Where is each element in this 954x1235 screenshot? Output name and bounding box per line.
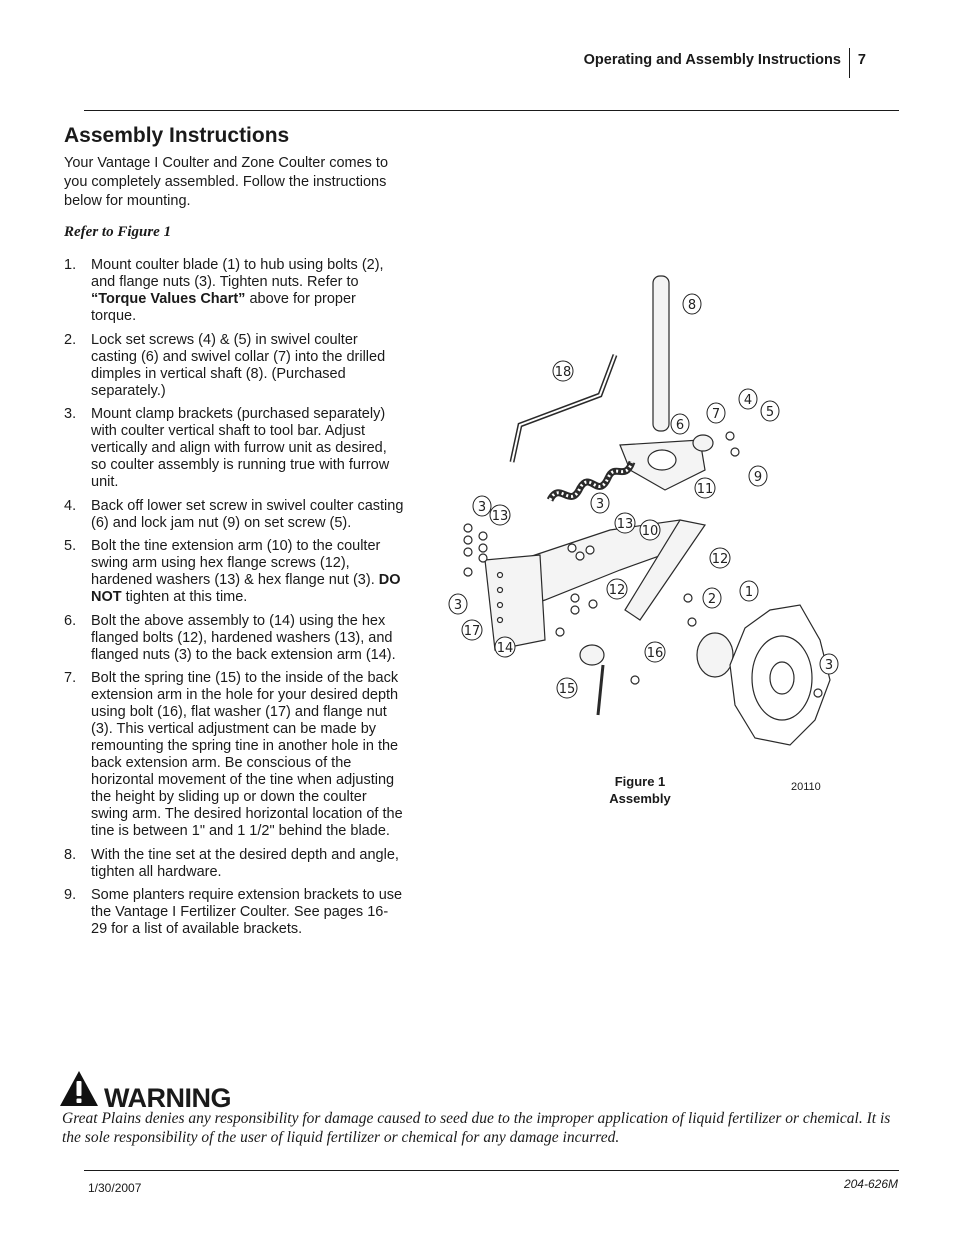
step-text: Lock set screws (4) & (5) in swivel coulter casting (6) and swivel collar (7) into the drilled dimples in vertical shaft (8). (Purchased separately.) — [91, 331, 386, 399]
footer-rule — [84, 1170, 899, 1171]
figure-caption — [580, 773, 700, 807]
footer-date: 1/30/2007 — [88, 1181, 142, 1195]
callout-label — [473, 496, 491, 516]
step-number: 9. — [64, 887, 77, 903]
step-number: 6. — [64, 612, 77, 629]
step-number: 5. — [64, 538, 77, 554]
callout-label — [490, 505, 510, 525]
figure-caption-title: Assembly — [609, 791, 671, 806]
svg-text:16: 16 — [646, 646, 664, 661]
tine-clamp — [580, 645, 604, 665]
step-item — [64, 406, 404, 491]
figure-reference: Refer to Figure 1 — [64, 224, 172, 240]
back-extension-arm — [485, 555, 545, 650]
svg-text:12: 12 — [711, 552, 729, 567]
header-rule — [84, 110, 899, 111]
callout-label — [462, 620, 482, 640]
svg-text:3: 3 — [595, 497, 605, 512]
step-item — [64, 670, 404, 840]
callout-label — [671, 414, 689, 434]
step-item — [64, 538, 404, 606]
step-text: Bolt the tine extension arm (10) to the coulter swing arm using hex flange screws (12), hardened washers (13) & hex flange nut (3). — [91, 538, 381, 588]
assembly-steps — [64, 257, 404, 945]
header-title: Operating and Assembly Instructions — [583, 52, 841, 68]
svg-text:1: 1 — [744, 585, 754, 600]
callout-label — [449, 594, 467, 614]
step-text: Some planters require extension brackets to use the Vantage I Fertilizer Coulter. See pages 16-29 for a list of available brackets. — [91, 887, 403, 937]
step-number: 8. — [64, 846, 77, 863]
callout-label — [607, 579, 627, 599]
step-text: Mount clamp brackets (purchased separately) with coulter vertical shaft to tool bar. Adjust vertically and align with furrow unit as desired, so coulter assembly is running true with furrow unit. — [91, 406, 390, 490]
callout-label — [707, 403, 725, 423]
svg-text:5: 5 — [765, 405, 775, 420]
svg-text:12: 12 — [608, 583, 626, 598]
step-text: Back off lower set screw in swivel coulter casting (6) and lock jam nut (9) on set screw (5). — [91, 497, 404, 531]
svg-text:3: 3 — [477, 500, 487, 515]
step-text-end: tighten at this time. — [121, 589, 248, 605]
callout-label — [761, 401, 779, 421]
svg-text:6: 6 — [675, 418, 685, 433]
running-header — [584, 52, 866, 78]
coulter-hub — [697, 633, 733, 677]
spring-tine — [598, 665, 603, 715]
step-item — [64, 332, 404, 400]
callout-label — [749, 466, 767, 486]
step-number: 3. — [64, 406, 77, 422]
step-number: 7. — [64, 670, 77, 686]
step-emphasis: DO NOT — [91, 572, 401, 605]
callout-label — [703, 588, 721, 608]
step-text: With the tine set at the desired depth and angle, tighten all hardware. — [91, 846, 399, 880]
figure-code: 20110 — [791, 781, 821, 793]
step-text: Mount coulter blade (1) to hub using bolts (2), and flange nuts (3). Tighten nuts. Refer to — [91, 257, 384, 290]
svg-text:4: 4 — [743, 393, 753, 408]
footer-doc-number: 204-626M — [843, 1177, 898, 1191]
svg-text:3: 3 — [824, 658, 834, 673]
section-title: Assembly Instructions — [64, 124, 290, 147]
callout-label — [739, 389, 757, 409]
warning-title: WARNING — [104, 1083, 231, 1113]
step-item — [64, 498, 404, 532]
step-item — [64, 613, 404, 664]
callout-label — [640, 520, 660, 540]
svg-text:14: 14 — [496, 641, 514, 656]
callout-label — [495, 637, 515, 657]
swivel-collar — [693, 435, 713, 451]
step-number: 2. — [64, 331, 77, 348]
callout-label — [683, 294, 701, 314]
exploded-parts-drawing — [464, 276, 830, 745]
callout-label — [553, 361, 573, 381]
callout-label — [615, 513, 635, 533]
callout-label — [557, 678, 577, 698]
step-item — [64, 257, 404, 325]
svg-text:10: 10 — [641, 524, 659, 539]
coulter-blade — [730, 605, 830, 745]
step-number: 4. — [64, 497, 77, 514]
svg-text:13: 13 — [616, 517, 634, 532]
page-number: 7 — [857, 52, 866, 68]
svg-text:8: 8 — [687, 298, 697, 313]
step-text-end: above for proper torque. — [91, 291, 356, 324]
step-text: Bolt the above assembly to (14) using the hex flanged bolts (12), hardened washers (13), and flanged nuts (3) to the back extension arm (14). — [91, 612, 396, 663]
assembly-figure — [436, 262, 856, 762]
step-number: 1. — [64, 257, 77, 273]
svg-text:7: 7 — [711, 407, 721, 422]
svg-text:11: 11 — [696, 482, 714, 497]
step-emphasis: “Torque Values Chart” — [91, 291, 246, 307]
svg-text:17: 17 — [463, 624, 481, 639]
intro-paragraph: Your Vantage I Coulter and Zone Coulter comes to you completely assembled. Follow the instructions below for mounting. — [64, 155, 389, 209]
callout-label — [591, 493, 609, 513]
callout-label — [695, 478, 715, 498]
warning-text: Great Plains denies any responsibility for damage caused to seed due to the improper application of liquid fertilizer or chemical. It is the sole responsibility of the user of liquid fertilizer or chemical for any damage incurred. — [62, 1110, 891, 1146]
svg-text:9: 9 — [753, 470, 763, 485]
svg-text:3: 3 — [453, 598, 463, 613]
callout-label — [710, 548, 730, 568]
figure-caption-number: Figure 1 — [614, 774, 666, 789]
callout-label — [820, 654, 838, 674]
vertical-shaft — [653, 276, 669, 431]
header-separator — [849, 48, 850, 78]
svg-text:2: 2 — [707, 592, 717, 607]
svg-text:18: 18 — [554, 365, 572, 380]
svg-text:15: 15 — [558, 682, 576, 697]
step-item — [64, 847, 404, 881]
step-text: Bolt the spring tine (15) to the inside of the back extension arm in the hole for your desired depth using bolt (16), flat washer (17) and flange nut (3). This vertical adjustment can be made by remounting the spring tine in another hole in the back extension arm. Be conscious of the horizontal movement of the tine when adjusting the height by sliding up or down the coulter swing arm. The desired horizontal location of the tine is between 1" and 1 1/2" behind the blade. — [91, 670, 403, 839]
callout-label — [645, 642, 665, 662]
step-item — [64, 887, 404, 938]
warning-triangle-icon — [58, 1068, 100, 1110]
svg-text:13: 13 — [491, 509, 509, 524]
callout-label — [740, 581, 758, 601]
coulter-spring — [550, 462, 632, 500]
